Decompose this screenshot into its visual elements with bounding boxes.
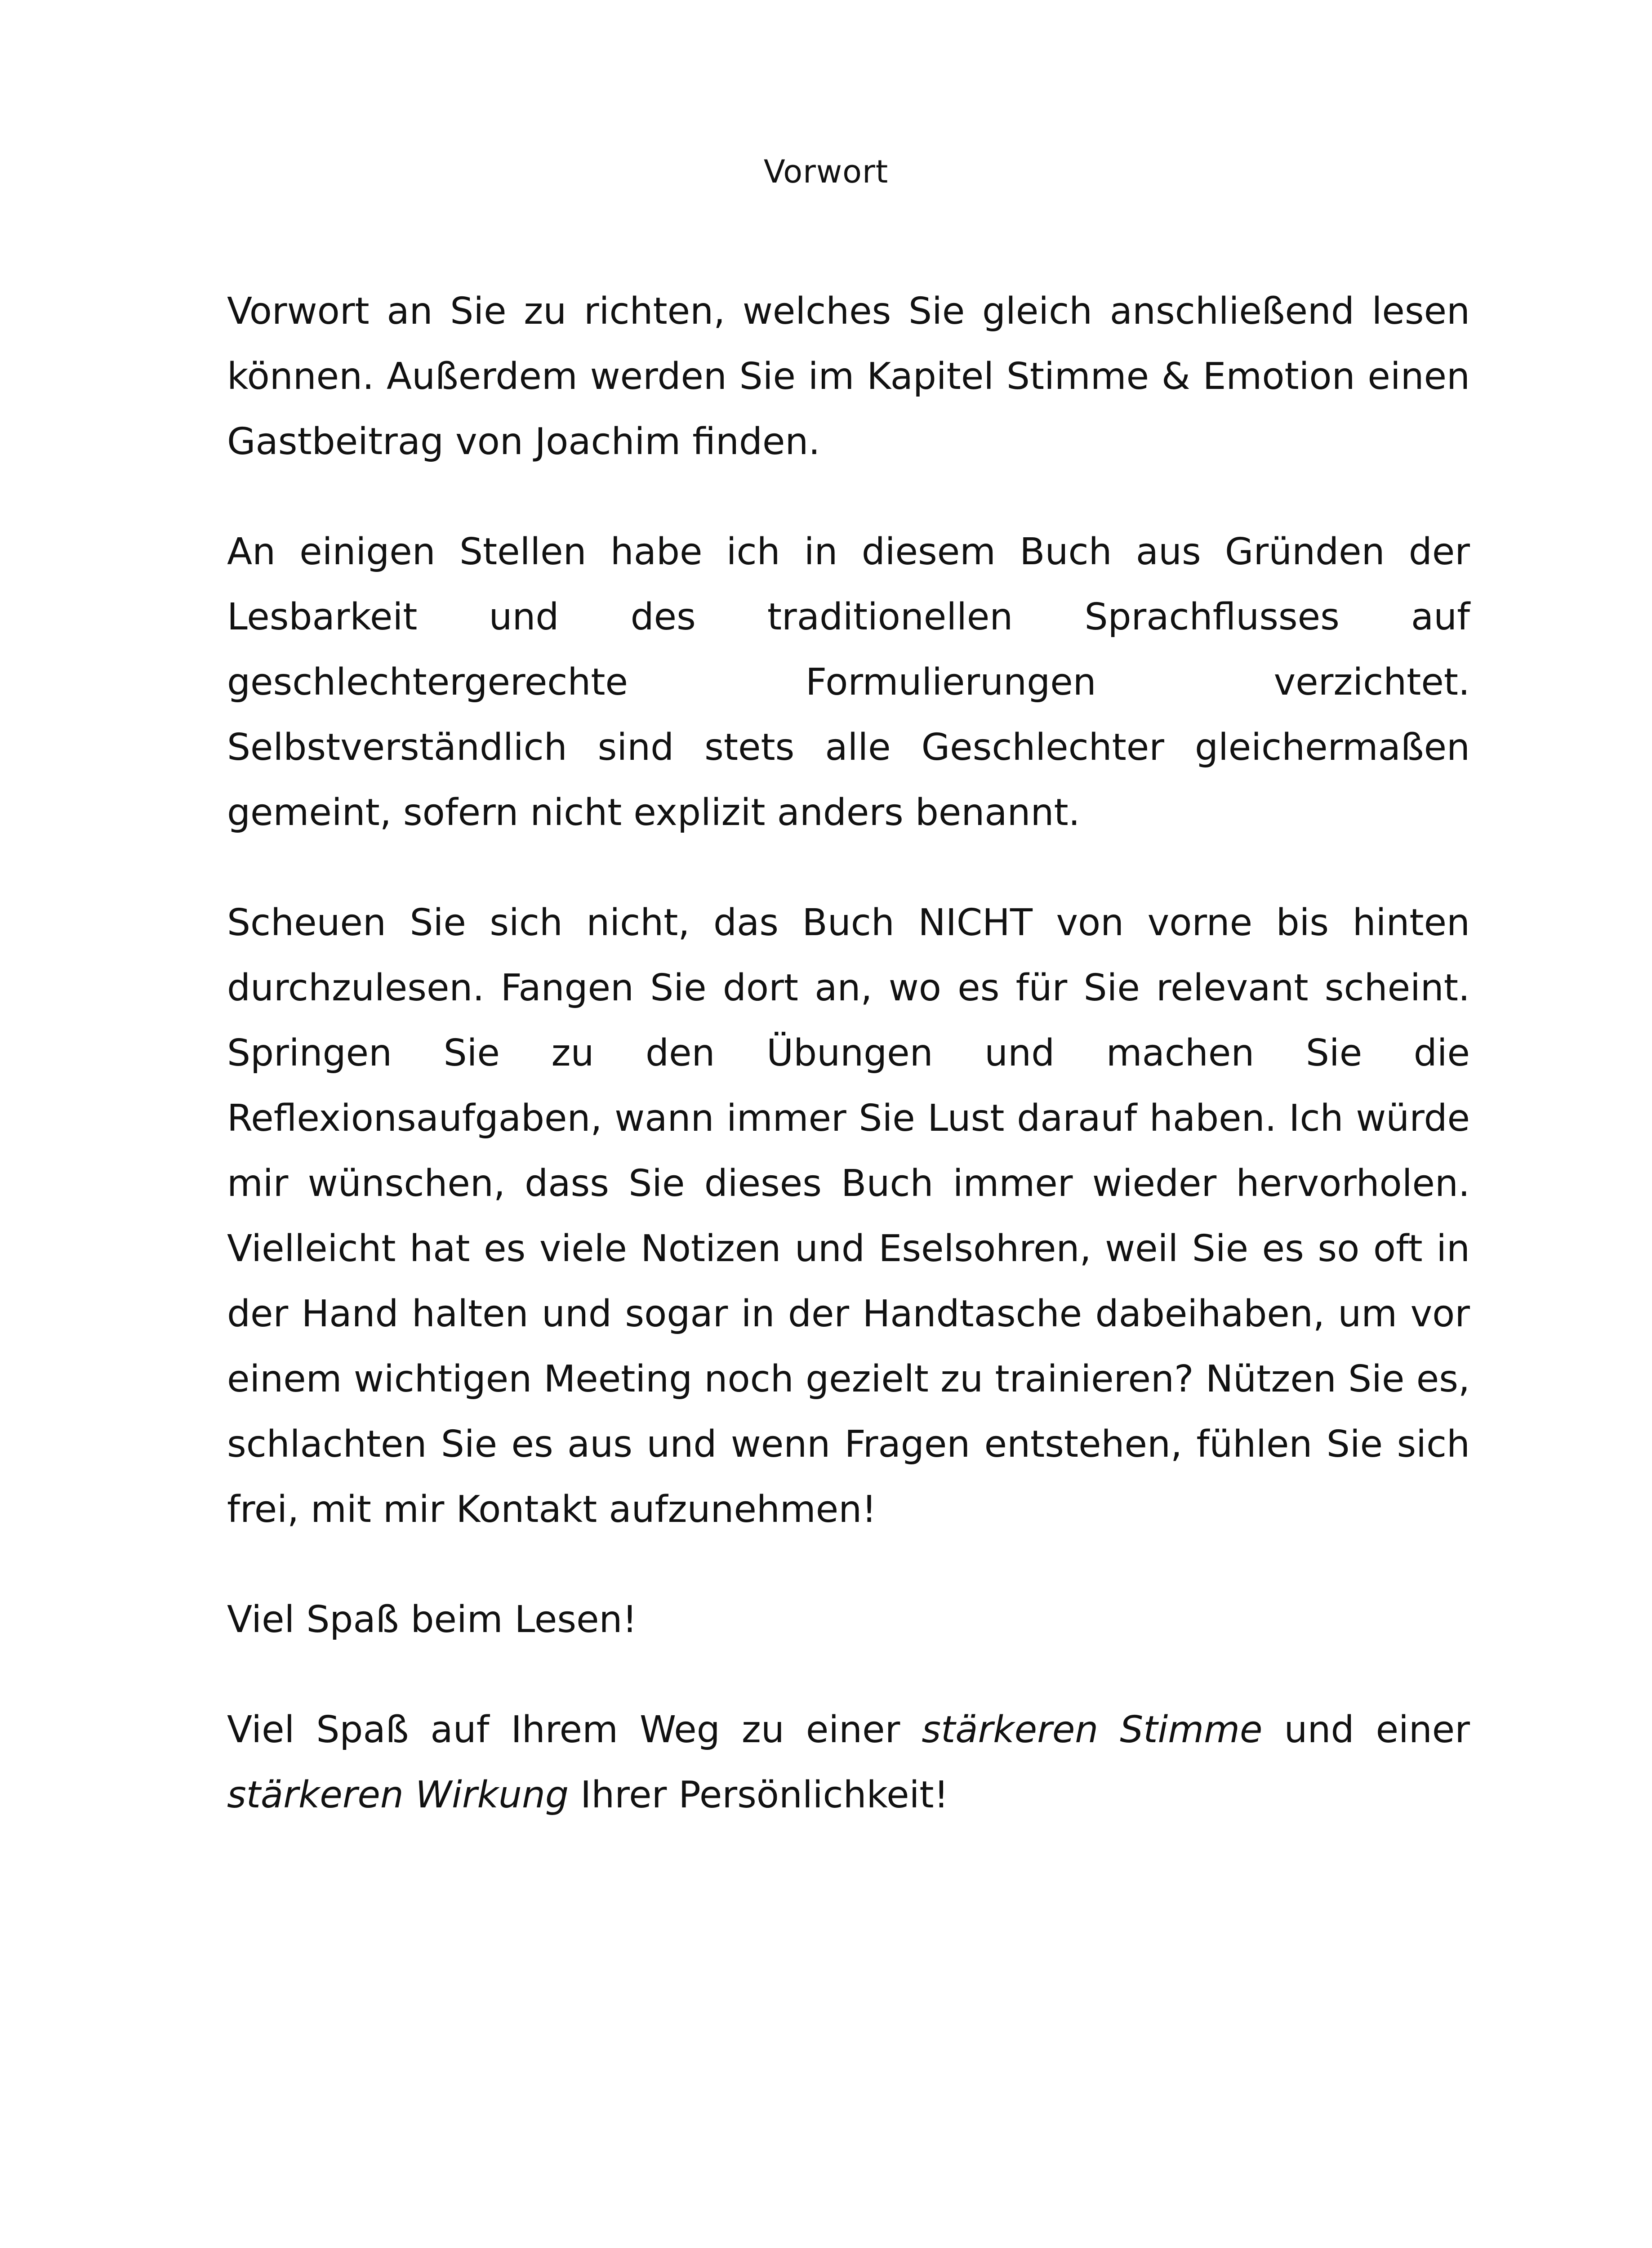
paragraph-closing-wish [227, 1697, 1470, 1828]
paragraph-reading-advice: Scheuen Sie sich nicht, das Buch NICHT von vorne bis hinten durchzulesen. Fangen Sie dort an, wo es für Sie relevant scheint. Springen Sie zu den Übungen und machen Sie die Reflexionsaufgaben, wann immer Sie Lust darauf haben. Ich würde mir wünschen, dass Sie dieses Buch immer wieder hervorholen. Vielleicht hat es viele Notizen und Eselsohren, weil Sie es so oft in der Hand halten und sogar in der Handtasche dabeihaben, um vor einem wichtigen Meeting noch gezielt zu trainieren? Nützen Sie es, schlachten Sie es aus und wenn Fragen entstehen, fühlen Sie sich frei, mit mir Kontakt aufzunehmen! [227, 901, 1470, 1531]
closing-emphasis-voice: stärkeren Stimme [922, 1708, 1263, 1751]
paragraph-enjoy-reading: Viel Spaß beim Lesen! [227, 1598, 637, 1641]
closing-text-2: und einer [1262, 1708, 1470, 1751]
running-header: Vorwort [763, 153, 889, 190]
body-text [227, 279, 1470, 1873]
closing-text-1: Viel Spaß auf Ihrem Weg zu einer [227, 1708, 922, 1751]
paragraph-intro: Vorwort an Sie zu richten, welches Sie gleich anschließend lesen können. Außerdem werden Sie im Kapitel Stimme & Emotion einen Gastbeitrag von Joachim finden. [227, 290, 1470, 463]
closing-text-3: Ihrer Persönlichkeit! [569, 1774, 949, 1816]
paragraph-gender-note: An einigen Stellen habe ich in diesem Buch aus Gründen der Lesbarkeit und des traditionellen Sprachflusses auf geschlechtergerechte Formulierungen verzichtet. Selbstverständlich sind stets alle Geschlechter gleichermaßen gemeint, sofern nicht explizit anders benannt. [227, 531, 1470, 834]
closing-emphasis-impact: stärkeren Wirkung [227, 1774, 569, 1816]
